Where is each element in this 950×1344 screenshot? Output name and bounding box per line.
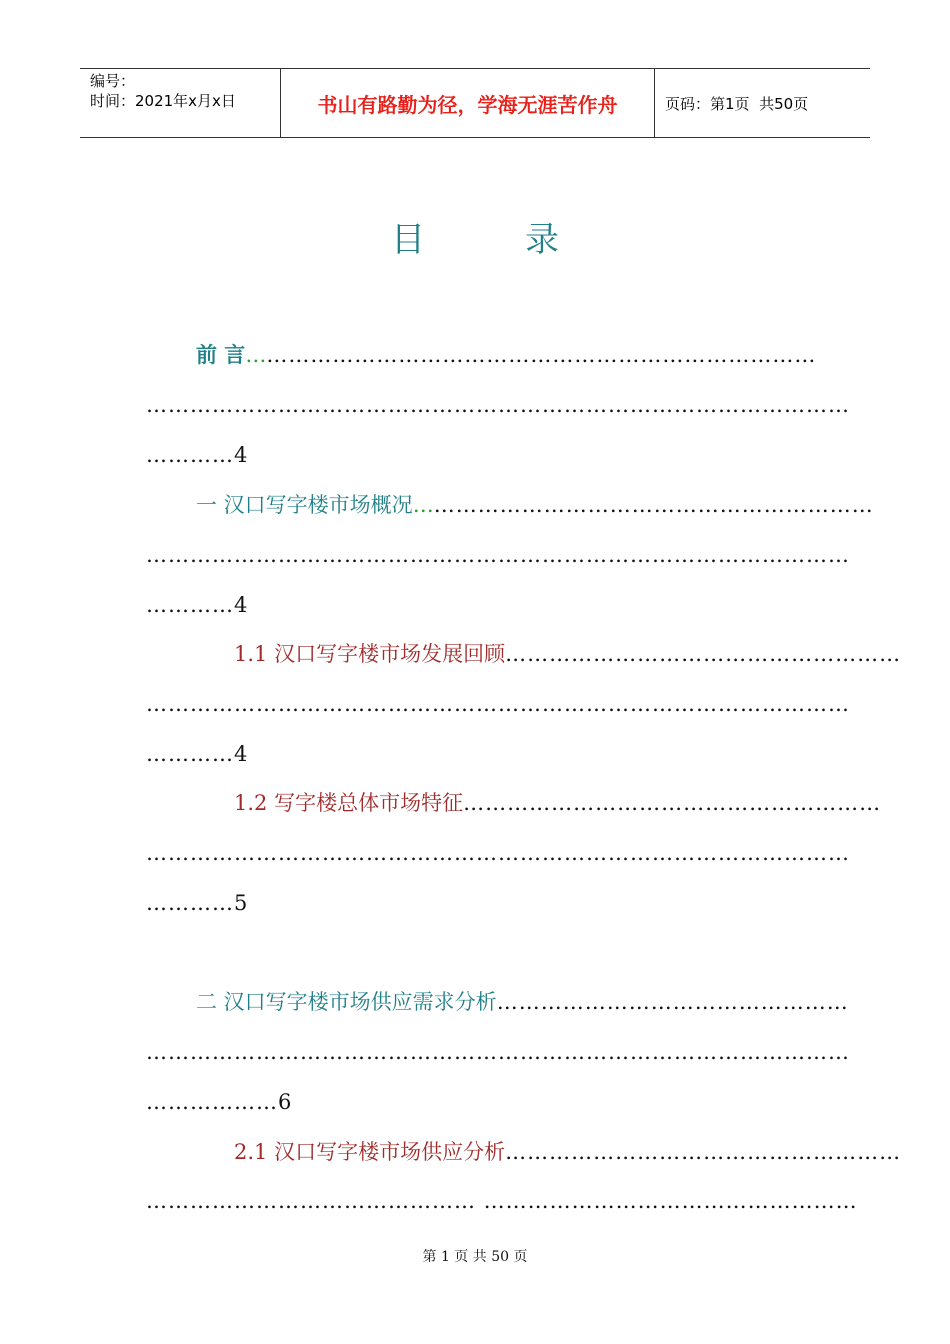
serial-label: 编号： — [90, 72, 136, 90]
toc-leader-end: …………4 — [146, 593, 248, 617]
toc-page-number: 6 — [278, 1090, 292, 1114]
toc-entry-chapter-2[interactable]: 二 汉口写字楼市场供应需求分析………………………………………… — [196, 990, 849, 1014]
toc-page-number: 5 — [234, 891, 248, 915]
toc-entry-label: 2.1 汉口写字楼市场供应分析 — [234, 1140, 506, 1164]
header-page-info: 页码：第1页 共50页 — [665, 94, 809, 113]
toc-leader-end: …………5 — [146, 891, 248, 915]
toc-leader: …………………………………………………………………………………… — [146, 543, 850, 567]
time-label: 时间：2021年x月x日 — [90, 92, 236, 110]
toc-leader: …………………………………………………………………………………… — [146, 393, 850, 417]
header-motto: 书山有路勤为径，学海无涯苦作舟 — [281, 69, 655, 137]
page-header — [80, 68, 870, 138]
toc-leader: ……………………………………… …………………………………………… — [146, 1189, 858, 1213]
toc-page-number: 4 — [234, 593, 248, 617]
toc-leader-end: …………4 — [146, 443, 248, 467]
toc-entry-section-2-1[interactable]: 2.1 汉口写字楼市场供应分析……………………………………………… — [234, 1140, 902, 1164]
toc-entry-label: 1.1 汉口写字楼市场发展回顾 — [234, 642, 506, 666]
toc-entry-section-1-2[interactable]: 1.2 写字楼总体市场特征………………………………………………… — [234, 791, 882, 815]
toc-leader: …………………………………………………………………………………… — [146, 841, 850, 865]
toc-entry-chapter-1[interactable]: 一 汉口写字楼市场概况……………………………………………………… — [196, 493, 874, 517]
toc-entry-label: 一 汉口写字楼市场概况 — [196, 493, 413, 517]
page-footer: 第 1 页 共 50 页 — [422, 1249, 528, 1265]
toc-entry-preface[interactable]: 前 言…………………………………………………………………… — [196, 342, 817, 367]
toc-leader: …………………………………………………………………………………… — [146, 1040, 850, 1064]
toc-entry-label: 1.2 写字楼总体市场特征 — [234, 791, 464, 815]
header-meta — [80, 69, 281, 137]
toc-entry-label: 前 言 — [196, 342, 246, 367]
toc-entry-section-1-1[interactable]: 1.1 汉口写字楼市场发展回顾……………………………………………… — [234, 642, 902, 666]
toc-leader-end: ………………6 — [146, 1090, 292, 1114]
toc-page-number: 4 — [234, 742, 248, 766]
toc-page-number: 4 — [234, 443, 248, 467]
toc-title: 目录 — [391, 220, 659, 260]
toc-leader-end: …………4 — [146, 742, 248, 766]
toc-entry-label: 二 汉口写字楼市场供应需求分析 — [196, 990, 497, 1014]
toc-leader: …………………………………………………………………………………… — [146, 692, 850, 716]
